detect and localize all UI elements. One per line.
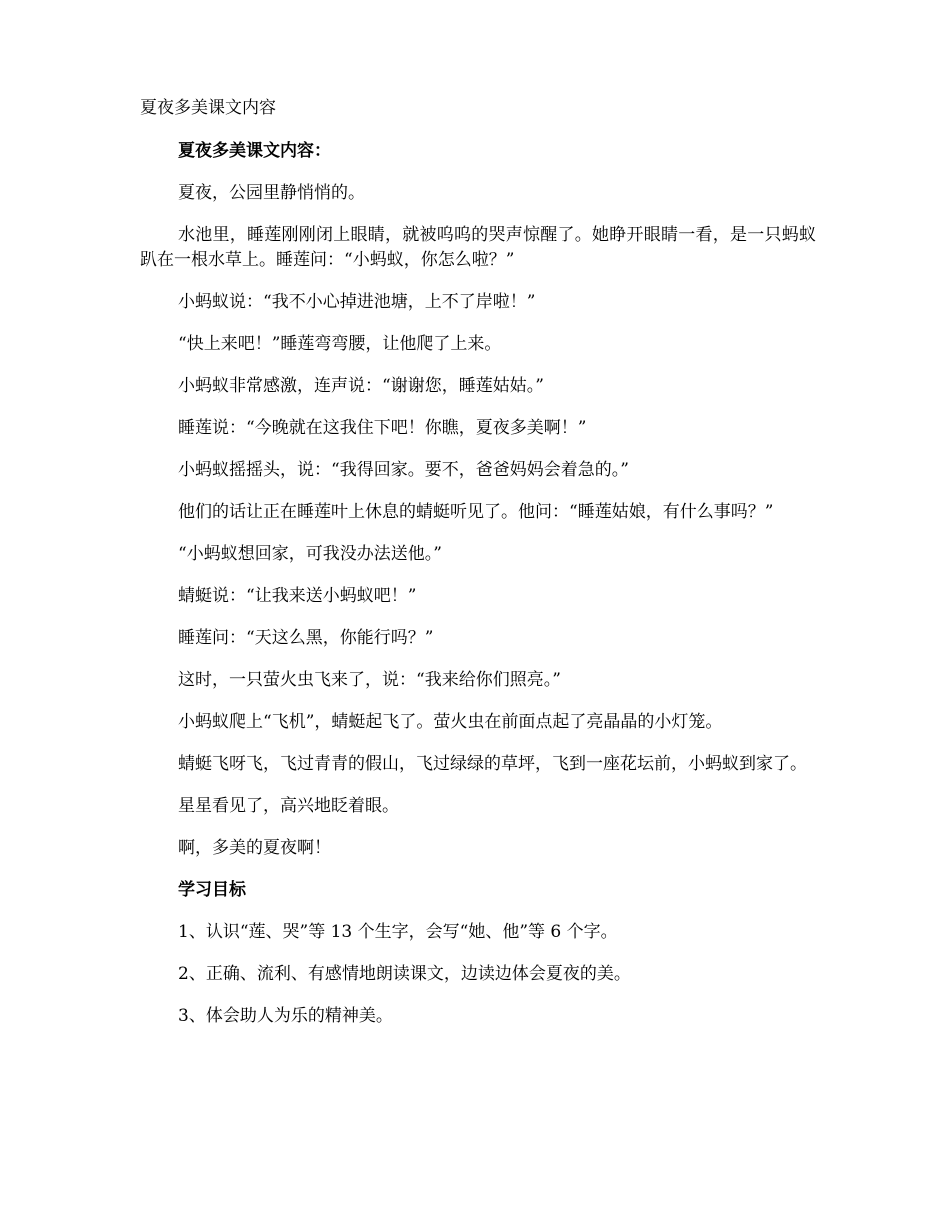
paragraph: 睡莲问：“天这么黑，你能行吗？”: [178, 628, 434, 648]
paragraph: “快上来吧！”睡莲弯弯腰，让他爬了上来。: [178, 334, 502, 354]
paragraph: 蜻蜓说：“让我来送小蚂蚁吧！”: [178, 586, 417, 606]
paragraph: 蜻蜓飞呀飞，飞过青青的假山，飞过绿绿的草坪，飞到一座花坛前，小蚂蚁到家了。: [178, 754, 807, 774]
paragraph: 小蚂蚁非常感激，连声说：“谢谢您，睡莲姑姑。”: [178, 376, 544, 396]
paragraph: 星星看见了，高兴地眨着眼。: [178, 796, 399, 816]
paragraph: 啊，多美的夏夜啊！: [178, 838, 331, 858]
paragraph: 小蚂蚁说：“我不小心掉进池塘，上不了岸啦！”: [178, 292, 536, 312]
paragraph: “小蚂蚁想回家，可我没办法送他。”: [178, 544, 442, 564]
paragraph: 他们的话让正在睡莲叶上休息的蜻蜓听见了。他问：“睡莲姑娘，有什么事吗？”: [178, 502, 774, 522]
paragraph: 睡莲说：“今晚就在这我住下吧！你瞧，夏夜多美啊！”: [178, 418, 587, 438]
paragraph: 3、体会助人为乐的精神美。: [178, 1006, 393, 1026]
document-body: [140, 139, 816, 1046]
paragraph: 夏夜，公园里静悄悄的。: [178, 183, 365, 203]
paragraph: 小蚂蚁摇摇头，说：“我得回家。要不，爸爸妈妈会着急的。”: [178, 460, 629, 480]
paragraph: 夏夜多美课文内容：: [178, 141, 331, 161]
paragraph: 水池里，睡莲刚刚闭上眼睛，就被呜呜的哭声惊醒了。她睁开眼睛一看，是一只蚂蚁趴在一根水草上。睡莲问：“小蚂蚁，你怎么啦？”: [140, 225, 816, 270]
paragraph: 这时，一只萤火虫飞来了，说：“我来给你们照亮。”: [178, 670, 561, 690]
paragraph: 学习目标: [178, 880, 246, 900]
paragraph: 小蚂蚁爬上“飞机”，蜻蜓起飞了。萤火虫在前面点起了亮晶晶的小灯笼。: [178, 712, 723, 732]
paragraph: 2、正确、流利、有感情地朗读课文，边读边体会夏夜的美。: [178, 964, 631, 984]
document-title: 夏夜多美课文内容: [140, 98, 276, 118]
paragraph: 1、认识“莲、哭”等 13 个生字，会写“她、他”等 6 个字。: [178, 922, 618, 942]
